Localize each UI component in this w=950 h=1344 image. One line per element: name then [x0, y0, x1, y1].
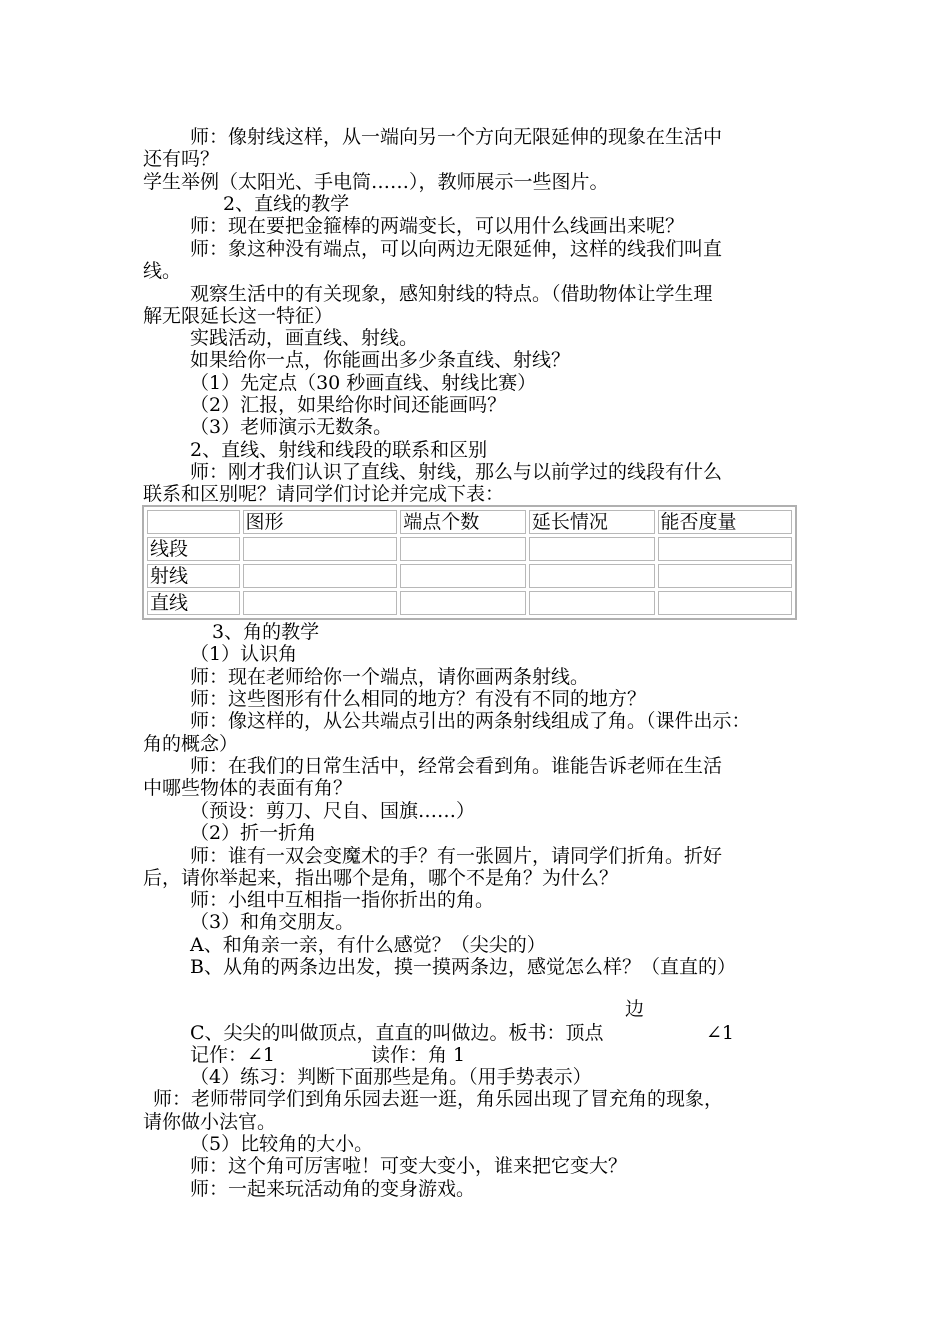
text-line: 师：在我们的日常生活中，经常会看到角。谁能告诉老师在生活 [190, 755, 723, 777]
table-cell [400, 564, 526, 588]
text-line: 师：象这种没有端点，可以向两边无限延伸，这样的线我们叫直 [190, 238, 723, 260]
text-line: C、尖尖的叫做顶点，直直的叫做边。板书：顶点 [190, 1022, 604, 1044]
section-heading: 3、角的教学 [212, 621, 320, 643]
section-heading: 2、直线、射线和线段的联系和区别 [190, 439, 488, 461]
table-cell [658, 591, 792, 615]
text-line: A、和角亲一亲，有什么感觉？（尖尖的） [190, 934, 546, 956]
text-line: 解无限延长这一特征） [143, 305, 334, 327]
text-line: 师：谁有一双会变魔术的手？有一张圆片，请同学们折角。折好 [190, 845, 723, 867]
comparison-table [142, 505, 797, 620]
table-cell [400, 537, 526, 561]
table-header-row [147, 510, 792, 534]
text-line: 中哪些物体的表面有角？ [143, 777, 353, 799]
text-line: 还有吗？ [143, 148, 220, 170]
board-label-edge: 边 [625, 998, 645, 1020]
text-line: 如果给你一点，你能画出多少条直线、射线？ [190, 349, 571, 371]
section-heading: 2、直线的教学 [223, 193, 350, 215]
text-line: （3）和角交朋友。 [190, 911, 355, 933]
text-line: 师：老师带同学们到角乐园去逛一逛，角乐园出现了冒充角的现象， [153, 1088, 724, 1110]
text-line: （预设：剪刀、尺自、国旗……） [190, 800, 476, 822]
table-header-cell [147, 510, 240, 534]
text-line: 请你做小法官。 [143, 1111, 277, 1133]
text-line: （5）比较角的大小。 [190, 1133, 374, 1155]
table-row-label: 射线 [147, 564, 240, 588]
text-line: 观察生活中的有关现象，感知射线的特点。（借助物体让学生理 [190, 283, 713, 305]
table-cell [529, 564, 655, 588]
text-line: 师：像射线这样，从一端向另一个方向无限延伸的现象在生活中 [190, 126, 723, 148]
table-cell [400, 591, 526, 615]
text-line: 实践活动，画直线、射线。 [190, 327, 419, 349]
table-header-cell: 图形 [243, 510, 398, 534]
table-header-cell: 能否度量 [658, 510, 792, 534]
text-line: B、从角的两条边出发，摸一摸两条边，感觉怎么样？（直直的） [190, 956, 736, 978]
text-line: 师：小组中互相指一指你折出的角。 [190, 889, 495, 911]
text-line: 后，请你举起来，指出哪个是角，哪个不是角？为什么？ [143, 867, 619, 889]
table-row [147, 564, 792, 588]
text-line: （4）练习：判断下面那些是角。（用手势表示） [190, 1066, 592, 1088]
text-line: （2）汇报，如果给你时间还能画吗？ [190, 394, 507, 416]
text-line: 师：这个角可厉害啦！可变大变小，谁来把它变大？ [190, 1155, 628, 1177]
table-cell [529, 591, 655, 615]
text-line: 角的概念） [143, 733, 239, 755]
table-cell [243, 537, 398, 561]
table-header-cell: 延长情况 [529, 510, 655, 534]
table-cell [529, 537, 655, 561]
text-line: 联系和区别呢？请同学们讨论并完成下表： [143, 483, 505, 505]
text-line: （1）先定点（30 秒画直线、射线比赛） [190, 372, 537, 394]
text-line: 记作：∠1 [190, 1044, 276, 1066]
text-line: 学生举例（太阳光、手电筒……），教师展示一些图片。 [143, 171, 609, 193]
table-row-label: 线段 [147, 537, 240, 561]
table-row [147, 537, 792, 561]
table-cell [243, 591, 398, 615]
text-line: （1）认识角 [190, 643, 298, 665]
board-angle-label: ∠1 [706, 1022, 735, 1044]
text-line: 师：现在老师给你一个端点，请你画两条射线。 [190, 666, 590, 688]
text-line: （3）老师演示无数条。 [190, 416, 393, 438]
table-cell [658, 564, 792, 588]
table-header-cell: 端点个数 [400, 510, 526, 534]
text-line: （2）折一折角 [190, 822, 317, 844]
text-line: 师：这些图形有什么相同的地方？有没有不同的地方？ [190, 688, 647, 710]
table-cell [243, 564, 398, 588]
table-cell [658, 537, 792, 561]
text-line: 师：一起来玩活动角的变身游戏。 [190, 1178, 476, 1200]
text-line: 师：现在要把金箍棒的两端变长，可以用什么线画出来呢？ [190, 215, 685, 237]
text-line: 师：像这样的，从公共端点引出的两条射线组成了角。（课件出示： [190, 710, 751, 732]
text-line: 线。 [143, 260, 182, 282]
table-row-label: 直线 [147, 591, 240, 615]
text-line: 师：刚才我们认识了直线、射线，那么与以前学过的线段有什么 [190, 461, 723, 483]
text-line: 读作：角 1 [371, 1044, 466, 1066]
table-row [147, 591, 792, 615]
